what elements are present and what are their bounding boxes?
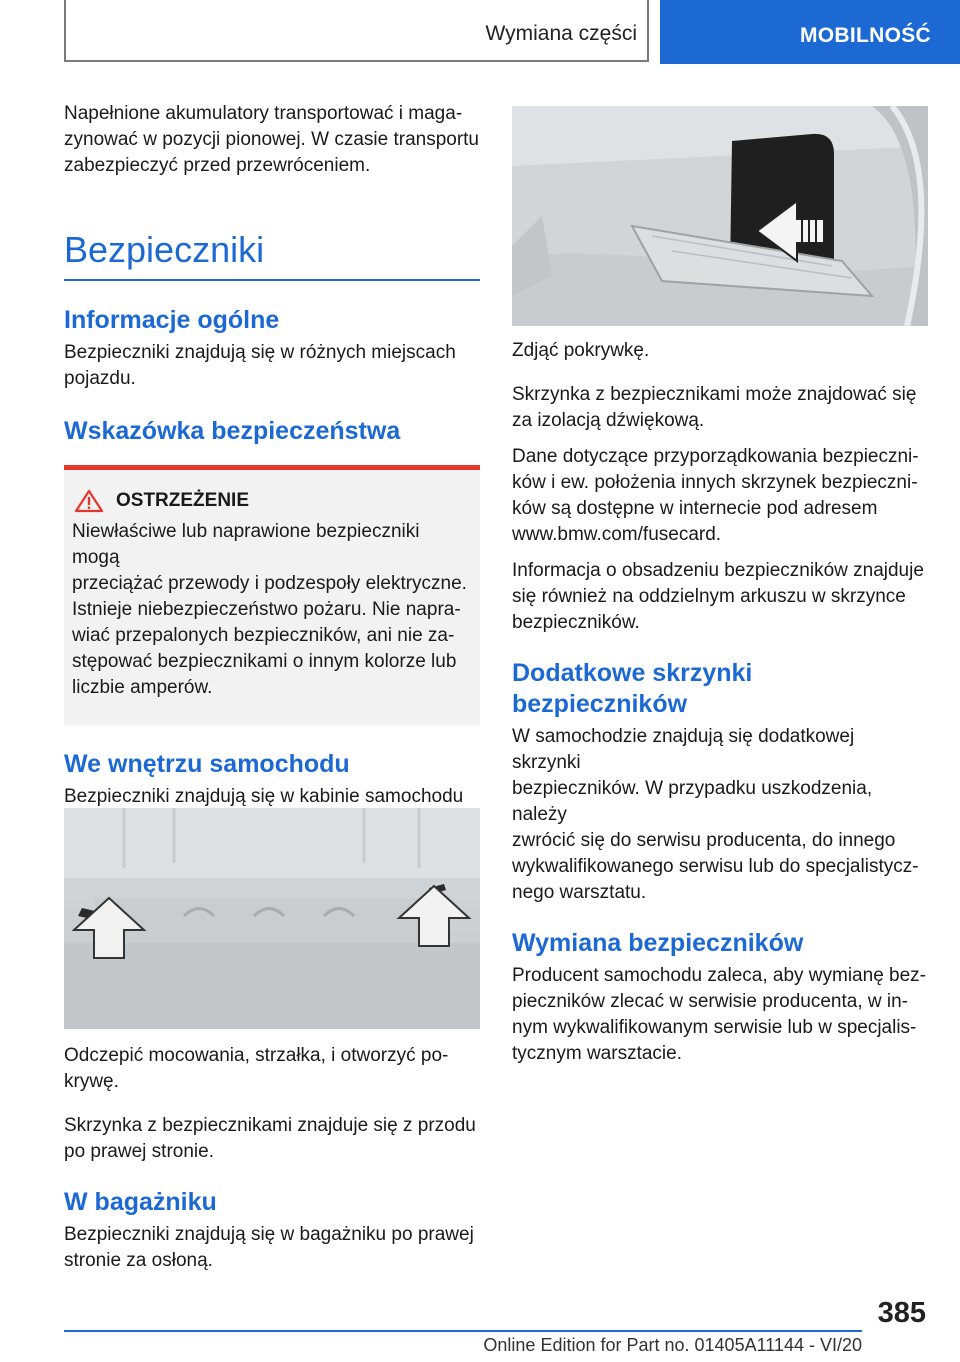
warning-line: stępować bezpiecznikami o innym kolorze lub [72, 651, 457, 672]
chapter-tab: MOBILNOŚĆ [660, 0, 960, 64]
intro-line: Napełnione akumulatory transportować i maga- [64, 103, 463, 124]
title-rule [64, 279, 480, 281]
location-line: Skrzynka z bezpiecznikami znajduje się z przodu [64, 1115, 476, 1136]
footer-rule [64, 1330, 862, 1332]
warning-header [72, 489, 472, 513]
heading-extra: Dodatkowe skrzynki [512, 659, 753, 687]
caption-line: Odczepić mocowania, strzałka, i otworzyć po- [64, 1045, 449, 1066]
general-line: pojazdu. [64, 368, 136, 389]
replace-line: nym wykwalifikowanym serwisie lub w specjalis- [512, 1017, 917, 1038]
location-line: po prawej stronie. [64, 1141, 214, 1162]
warning-box [64, 465, 480, 725]
heading-extra: bezpieczników [512, 690, 688, 718]
warning-line: Istnieje niebezpieczeństwo pożaru. Nie napra- [72, 599, 461, 620]
left-column-lower [64, 1043, 480, 1274]
right-p3-line: Informacja o obsadzeniu bezpieczników znajduje [512, 560, 924, 581]
extra-line: zwrócić się do serwisu producenta, do innego [512, 830, 896, 851]
replace-line: Producent samochodu zaleca, aby wymianę bez- [512, 965, 927, 986]
right-p3-line: się również na oddzielnym arkuszu w skrzynce [512, 586, 906, 607]
photo-caption: Zdjąć pokrywkę. [512, 340, 650, 361]
heading-replace: Wymiana bezpieczników [512, 929, 804, 957]
warning-line: liczbie amperów. [72, 677, 213, 698]
section-title: Wymiana części [485, 22, 637, 45]
heading-safety: Wskazówka bezpieczeństwa [64, 417, 401, 445]
trunk-line: Bezpieczniki znajdują się w bagażniku po prawej [64, 1224, 474, 1245]
edition-note: Online Edition for Part no. 01405A11144 - VI/20 [483, 1335, 862, 1355]
right-p1-line: za izolacją dźwiękową. [512, 410, 705, 431]
heading-general: Informacje ogólne [64, 306, 280, 334]
intro-line: zynować w pozycji pionowej. W czasie transportu [64, 129, 480, 150]
warning-line: wiać przepalonych bezpieczników, ani nie za- [72, 625, 455, 646]
warning-line: przeciążać przewody i podzespoły elektryczne. [72, 573, 467, 594]
intro-line: zabezpieczyć przed przewróceniem. [64, 155, 371, 176]
extra-line: wykwalifikowanego serwisu lub do specjalistycz- [512, 856, 919, 877]
right-p2-line: ków i ew. położenia innych skrzynek bezpieczni- [512, 472, 918, 493]
extra-line: W samochodzie znajdują się dodatkowej skrzynki [512, 726, 855, 773]
replace-line: tycznym warsztacie. [512, 1043, 682, 1064]
right-p2-line: www.bmw.com/fusecard. [512, 524, 722, 545]
heading-interior: We wnętrzu samochodu [64, 750, 350, 778]
general-line: Bezpieczniki znajdują się w różnych miejscach [64, 342, 456, 363]
warning-line: Niewłaściwe lub naprawione bezpieczniki mogą [72, 521, 420, 568]
page-number: 385 [877, 1297, 926, 1329]
footwell-cover-photo [64, 808, 480, 1029]
left-column [64, 101, 480, 836]
warning-title: OSTRZEŻENIE [116, 490, 250, 511]
caption-line: krywę. [64, 1071, 119, 1092]
heading-trunk: W bagażniku [64, 1188, 217, 1216]
right-column [512, 338, 928, 1067]
interior-line: Bezpieczniki znajdują się w kabinie samochodu [64, 786, 464, 807]
trunk-cover-photo [512, 106, 928, 326]
right-p1-line: Skrzynka z bezpiecznikami może znajdować się [512, 384, 917, 405]
page-title: Bezpieczniki [64, 229, 265, 270]
right-p3-line: bezpieczników. [512, 612, 640, 633]
extra-line: bezpieczników. W przypadku uszkodzenia, należy [512, 778, 873, 825]
warning-triangle-icon [74, 489, 104, 513]
right-p2-line: ków są dostępne w internecie pod adresem [512, 498, 878, 519]
extra-line: nego warsztatu. [512, 882, 647, 903]
trunk-line: stronie za osłoną. [64, 1250, 213, 1271]
right-p2-line: Dane dotyczące przyporządkowania bezpieczni- [512, 446, 919, 467]
replace-line: pieczników zlecać w serwisie producenta, w in- [512, 991, 908, 1012]
